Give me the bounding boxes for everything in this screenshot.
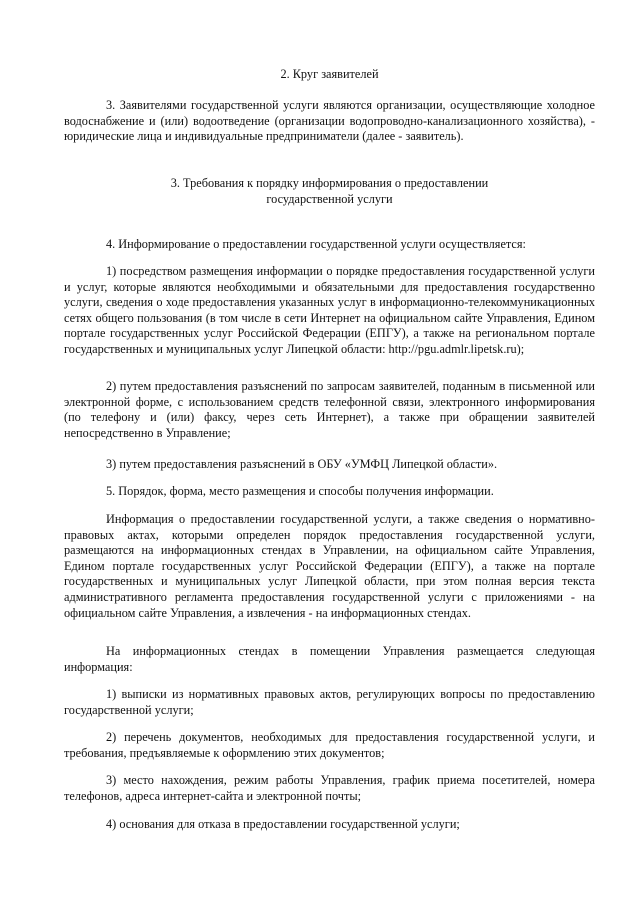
list-item: 2) перечень документов, необходимых для предоставления государственной услуги, и требования, предъявляемые к оформлению этих документов; xyxy=(64,730,595,760)
section-heading: государственной услуги xyxy=(266,192,393,206)
list-item: 1) выписки из нормативных правовых актов, регулирующих вопросы по предоставлению государственной услуги; xyxy=(64,687,595,717)
list-item: 3) место нахождения, режим работы Управления, график приема посетителей, номера телефонов, адреса интернет-сайта и электронной почты; xyxy=(64,773,595,803)
paragraph: 4. Информирование о предоставлении государственной услуги осуществляется: xyxy=(106,237,526,251)
list-item: 1) посредством размещения информации о порядке предоставления государственной услуги и услуг, которые являются необходимыми и обязательными для предоставления государственно услуги, сведения о ходе предоставления указанных услуг в информационно-телекоммуникационных сетях общего пользования (в том числе в сети Интернет на официальном сайте Управления, Едином портале государственных услуг Российской Федерации (ЕПГУ), а также на региональном портале государственных и муниципальных услуг Липецкой области: http://pgu.admlr.lipetsk.ru); xyxy=(64,264,595,356)
paragraph: 5. Порядок, форма, место размещения и способы получения информации. xyxy=(106,484,494,498)
section-heading: 3. Требования к порядку информирования о предоставлении xyxy=(170,176,489,190)
paragraph: На информационных стендах в помещении Управления размещается следующая информация: xyxy=(64,644,595,674)
list-item: 4) основания для отказа в предоставлении государственной услуги; xyxy=(106,817,460,831)
section-heading: 2. Круг заявителей xyxy=(280,67,379,81)
paragraph: 3. Заявителями государственной услуги являются организации, осуществляющие холодное водоснабжение и (или) водоотведение (организации водопроводно-канализационного хозяйства), - юридические лица и индивидуальные предприниматели (далее - заявитель). xyxy=(64,98,595,144)
list-item: 2) путем предоставления разъяснений по запросам заявителей, поданным в письменной или электронной форме, с использованием средств телефонной связи, электронного информирования (по телефону и (или) факсу, через сеть Интернет), а также при обращении заявителей непосредственно в Управление; xyxy=(64,379,595,440)
list-item: 3) путем предоставления разъяснений в ОБУ «УМФЦ Липецкой области». xyxy=(106,457,498,471)
paragraph: Информация о предоставлении государственной услуги, а также сведения о нормативно-правовых актах, которыми определен порядок предоставления государственной услуги, размещаются на информационных стендах в Управлении, на официальном сайте Управления, Едином портале государственных услуг Российской Федерации (ЕПГУ), а также на портале государственных и муниципальных услуг Липецкой области, при этом полная версия текста административного регламента предоставления государственной услуги с приложениями - на официальном сайте Управления, а извлечения - на информационных стендах. xyxy=(64,512,595,620)
